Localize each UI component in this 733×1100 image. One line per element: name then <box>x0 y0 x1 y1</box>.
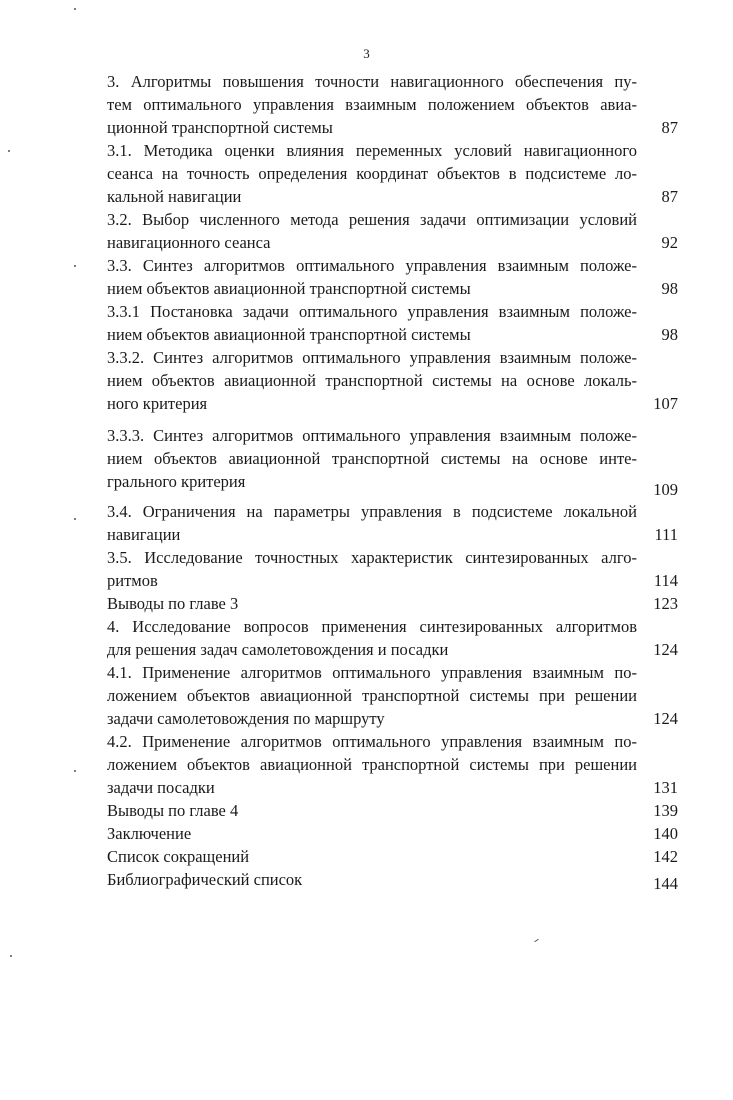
toc-page-number: 87 <box>661 187 678 206</box>
toc-entry-line: задачи посадки <box>107 778 215 797</box>
toc-entry-line: 3.4. Ограничения на параметры управления в подсистеме локальной <box>107 502 637 521</box>
toc-entry-line: Выводы по главе 3 <box>107 594 239 613</box>
toc-entry-line: 3.3.1 Постановка задачи оптимального управления взаимным положе- <box>107 302 637 321</box>
scan-speck <box>74 518 76 520</box>
toc-entry-line: Список сокращений <box>107 847 250 866</box>
toc-entry-line: кальной навигации <box>107 187 242 206</box>
toc-entry-line: навигации <box>107 525 181 544</box>
toc-entry-line: нием объектов авиационной транспортной системы на основе инте- <box>107 449 637 468</box>
toc-entry-line: Заключение <box>107 824 192 843</box>
toc-entry-line: нием объектов авиационной транспортной системы <box>107 325 471 344</box>
toc-page-number: 124 <box>653 640 678 659</box>
scan-speck <box>74 265 76 267</box>
toc-entry-line: 4.1. Применение алгоритмов оптимального управления взаимным по- <box>107 663 637 682</box>
toc-page-number: 142 <box>653 847 678 866</box>
toc-page-number: 123 <box>653 594 678 613</box>
toc-page-number: 131 <box>653 778 678 797</box>
toc-page-number: 109 <box>653 480 678 499</box>
toc-entry-line: Библиографический список <box>107 870 303 889</box>
scan-speck <box>10 955 12 957</box>
toc-entry-line: 4. Исследование вопросов применения синтезированных алгоритмов <box>107 617 637 636</box>
scan-speck <box>8 150 10 152</box>
toc-entry-line: грального критерия <box>107 472 246 491</box>
toc-entry-line: ложением объектов авиационной транспортной системы при решении <box>107 755 637 774</box>
toc-page-number: 139 <box>653 801 678 820</box>
toc-page-number: 98 <box>661 325 678 344</box>
toc-entry-line: 3.1. Методика оценки влияния переменных условий навигационного <box>107 141 637 160</box>
toc-page-number: 144 <box>653 874 678 893</box>
toc-entry-line: навигационного сеанса <box>107 233 271 252</box>
toc-page-number: 92 <box>661 233 678 252</box>
page-number: 3 <box>363 46 370 61</box>
toc-page-number: 114 <box>653 571 678 590</box>
toc-entry-line: 3. Алгоритмы повышения точности навигационного обеспечения пу- <box>107 72 637 91</box>
toc-page-number: 87 <box>661 118 678 137</box>
toc-entry-line: 3.3.2. Синтез алгоритмов оптимального управления взаимным положе- <box>107 348 637 367</box>
toc-page-number: 140 <box>653 824 678 843</box>
toc-entry-line: тем оптимального управления взаимным положением объектов авиа- <box>107 95 637 114</box>
toc-entry-line: сеанса на точность определения координат объектов в подсистеме ло- <box>107 164 637 183</box>
toc-entry-line: 3.2. Выбор численного метода решения задачи оптимизации условий <box>107 210 637 229</box>
toc-entry-line: ритмов <box>107 571 158 590</box>
toc-page-number: 98 <box>661 279 678 298</box>
toc-page-number: 124 <box>653 709 678 728</box>
toc-page-number: 107 <box>653 394 678 413</box>
toc-entry-line: 3.3.3. Синтез алгоритмов оптимального управления взаимным положе- <box>107 426 637 445</box>
toc-entry-line: ционной транспортной системы <box>107 118 333 137</box>
toc-entry-line: 4.2. Применение алгоритмов оптимального управления взаимным по- <box>107 732 637 751</box>
toc-page-number: 111 <box>654 525 678 544</box>
toc-entry-line: нием объектов авиационной транспортной системы <box>107 279 471 298</box>
toc-entry-line: Выводы по главе 4 <box>107 801 239 820</box>
toc-entry-line: 3.5. Исследование точностных характеристик синтезированных алго- <box>107 548 637 567</box>
toc-entry-line: 3.3. Синтез алгоритмов оптимального управления взаимным положе- <box>107 256 637 275</box>
scan-speck <box>534 939 539 943</box>
toc-entry-line: для решения задач самолетовождения и посадки <box>107 640 449 659</box>
toc-entry-line: ного критерия <box>107 394 208 413</box>
toc-entry-line: нием объектов авиационной транспортной системы на основе локаль- <box>107 371 637 390</box>
scan-speck <box>74 770 76 772</box>
scan-speck <box>74 8 76 10</box>
toc-entry-line: ложением объектов авиационной транспортной системы при решении <box>107 686 637 705</box>
toc-entry-line: задачи самолетовождения по маршруту <box>107 709 385 728</box>
